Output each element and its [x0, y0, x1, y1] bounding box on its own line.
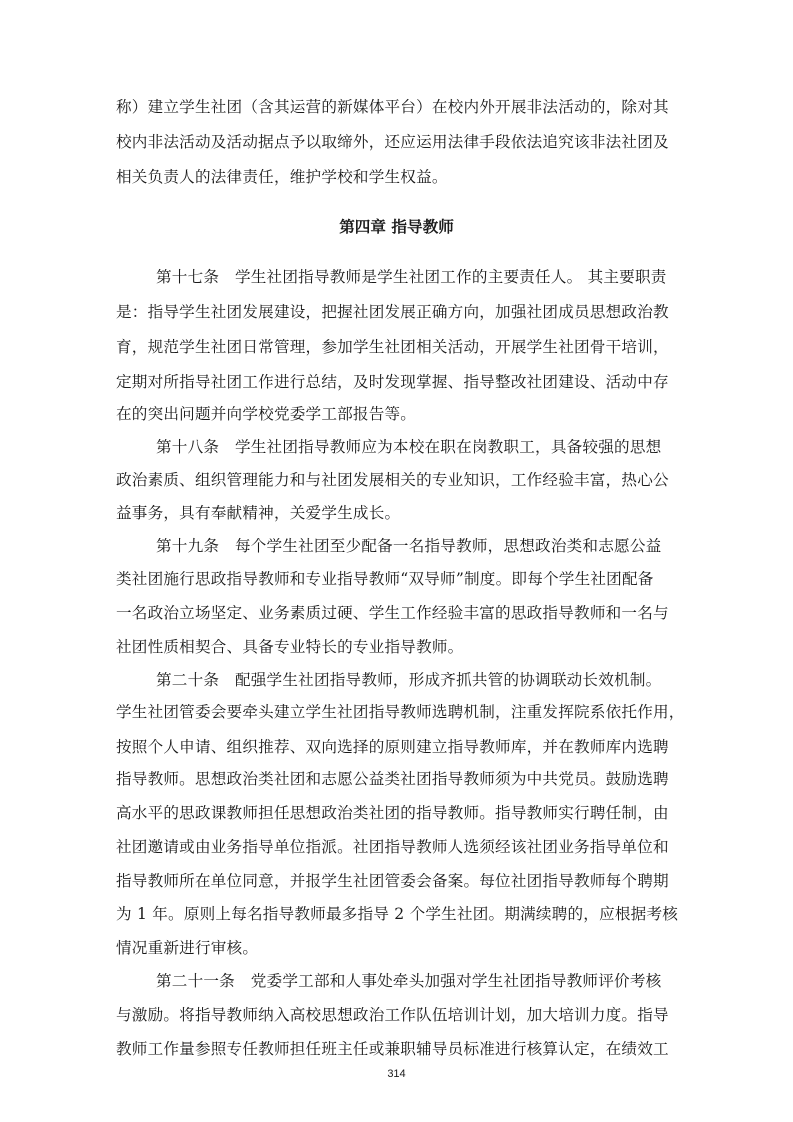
chapter-heading: 第四章 指导教师 — [339, 218, 454, 236]
paragraph-line: 学生社团管委会要牵头建立学生社团指导教师选聘机制，注重发挥院系依托作用， — [116, 703, 685, 721]
paragraph-line: 一名政治立场坚定、业务素质过硬、学生工作经验丰富的思政指导教师和一名与 — [116, 604, 669, 622]
paragraph-line: 校内非法活动及活动据点予以取缔外，还应运用法律手段依法追究该非法社团及 — [116, 133, 669, 151]
article-20-line: 第二十条 配强学生社团指导教师，形成齐抓共管的协调联动长效机制。 — [156, 671, 662, 689]
paragraph-line: 指导教师。思想政治类社团和志愿公益类社团指导教师须为中共党员。鼓励选聘 — [116, 770, 669, 788]
paragraph-line: 相关负责人的法律责任，维护学校和学生权益。 — [116, 168, 448, 186]
paragraph-line: 情况重新进行审核。 — [116, 939, 259, 957]
paragraph-line: 在的突出问题并向学校党委学工部报告等。 — [116, 405, 417, 423]
article-21-line: 第二十一条 党委学工部和人事处牵头加强对学生社团指导教师评价考核 — [156, 972, 662, 990]
article-18-line: 第十八条 学生社团指导教师应为本校在职在岗教职工，具备较强的思想 — [156, 438, 662, 456]
paragraph-line: 社团邀请或由业务指导单位指派。社团指导教师人选须经该社团业务指导单位和 — [116, 838, 669, 856]
page-number: 314 — [387, 1068, 406, 1080]
paragraph-line: 育，规范学生社团日常管理，参加学生社团相关活动，开展学生社团骨干培训， — [116, 338, 669, 356]
paragraph-line: 与激励。将指导教师纳入高校思想政治工作队伍培训计划，加大培训力度。指导 — [116, 1006, 669, 1024]
paragraph-line: 政治素质、组织管理能力和与社团发展相关的专业知识，工作经验丰富，热心公 — [116, 471, 669, 489]
paragraph-line: 类社团施行思政指导教师和专业指导教师“双导师”制度。即每个学生社团配备 — [116, 570, 654, 588]
paragraph-line: 教师工作量参照专任教师担任班主任或兼职辅导员标准进行核算认定，在绩效工 — [116, 1040, 669, 1058]
paragraph-line: 称）建立学生社团（含其运营的新媒体平台）在校内外开展非法活动的，除对其 — [116, 98, 669, 116]
article-19-line: 第十九条 每个学生社团至少配备一名指导教师，思想政治类和志愿公益 — [156, 537, 662, 555]
paragraph-line: 是：指导学生社团发展建设，把握社团发展正确方向，加强社团成员思想政治教 — [116, 303, 669, 321]
paragraph-line: 定期对所指导社团工作进行总结，及时发现掌握、指导整改社团建设、活动中存 — [116, 373, 669, 391]
paragraph-line: 按照个人申请、组织推荐、双向选择的原则建立指导教师库，并在教师库内选聘 — [116, 738, 669, 756]
paragraph-line: 高水平的思政课教师担任思想政治类社团的指导教师。指导教师实行聘任制，由 — [116, 804, 669, 822]
paragraph-line: 指导教师所在单位同意，并报学生社团管委会备案。每位社团指导教师每个聘期 — [116, 872, 669, 890]
paragraph-line: 益事务，具有奉献精神，关爱学生成长。 — [116, 504, 401, 522]
paragraph-line: 社团性质相契合、具备专业特长的专业指导教师。 — [116, 638, 464, 656]
article-17-line: 第十七条 学生社团指导教师是学生社团工作的主要责任人。 其主要职责 — [156, 268, 667, 286]
paragraph-line: 为 1 年。原则上每名指导教师最多指导 2 个学生社团。期满续聘的，应根据考核 — [116, 905, 679, 923]
